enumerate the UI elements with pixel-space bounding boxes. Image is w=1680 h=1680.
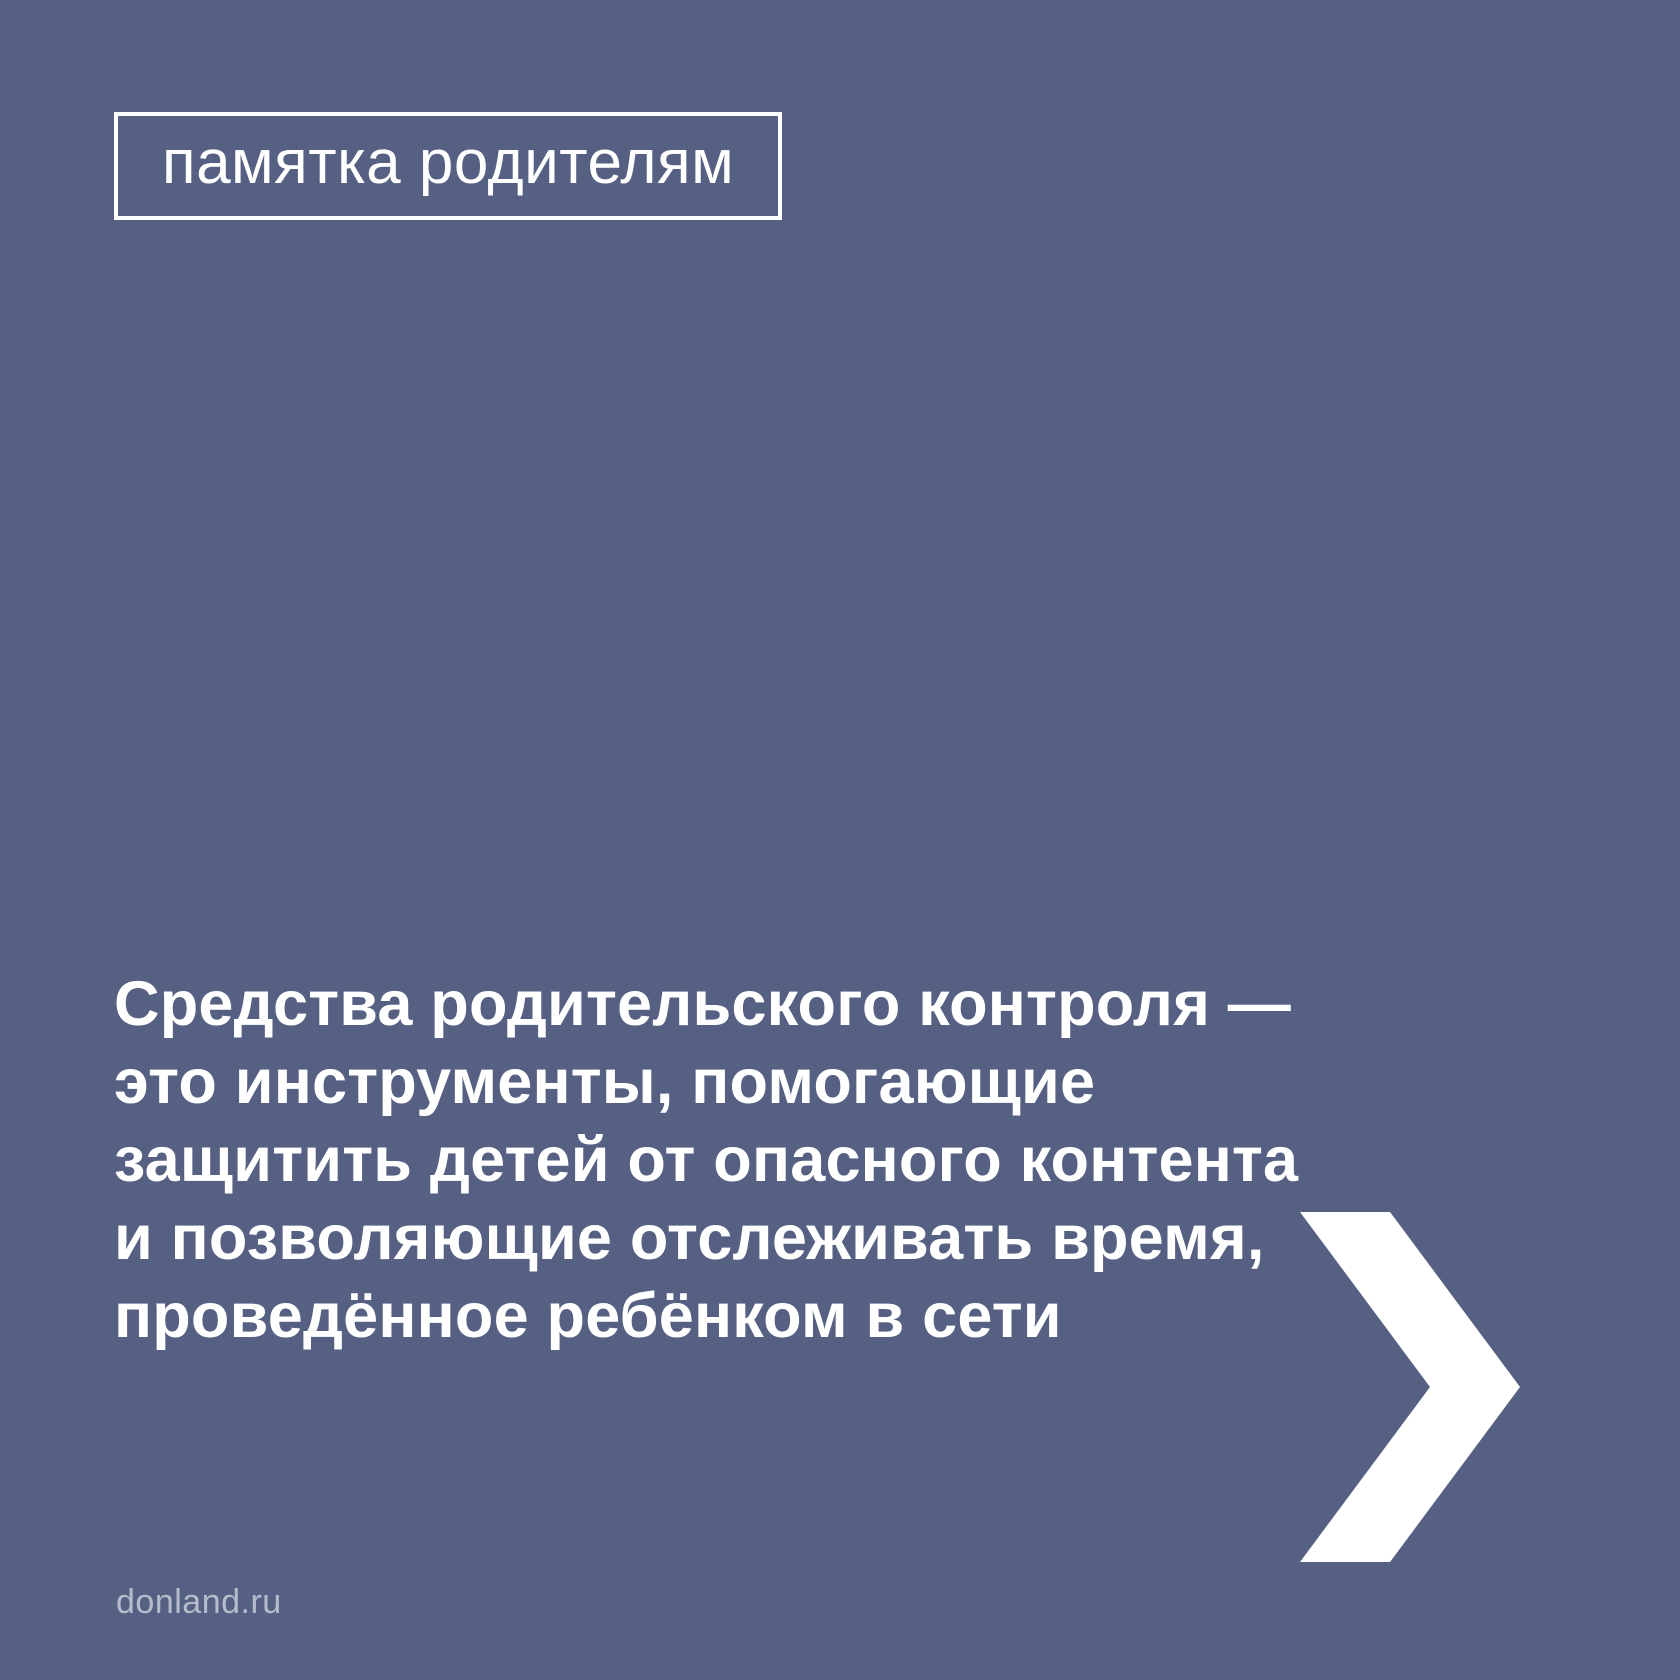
body-text: Средства родительского контроля — это инструменты, помогающие защитить детей от опасного контента и позволяющие отслеживать время, проведённое ребёнком в сети [114,969,1299,1352]
badge-label: памятка родителям [162,128,735,197]
badge [114,112,782,220]
chevron-right-icon[interactable] [1290,1212,1530,1562]
site-url: donland.ru [116,1583,282,1621]
